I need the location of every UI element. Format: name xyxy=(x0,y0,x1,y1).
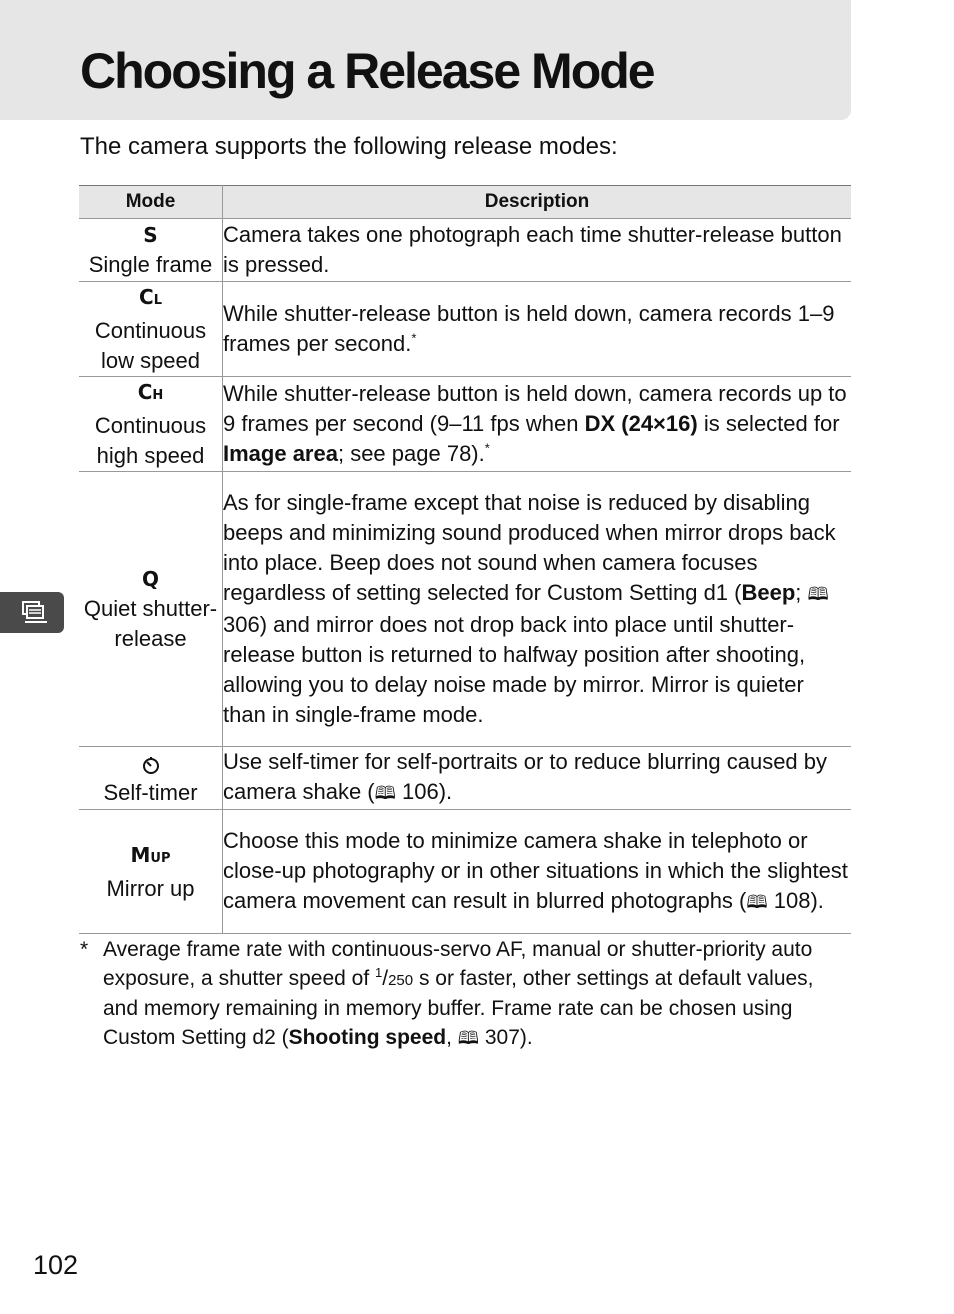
mode-name: Continuous high speed xyxy=(94,413,207,468)
table-row xyxy=(79,810,851,934)
description-text: As for single-frame except that noise is reduced by disabling beeps and minimizing sound produced when mirror drops back into place. Beep does not sound when camera focuses regardless of setting selected for Custom Setting d1 ( xyxy=(223,490,836,605)
description-cell xyxy=(223,747,852,810)
self-timer-icon xyxy=(79,748,222,778)
description-cell xyxy=(223,377,852,472)
description-text: 306) and mirror does not drop back into place until shutter-release button is returned to halfway position after shooting, allowing you to delay noise made by mirror. Mirror is quieter than in single-frame mode. xyxy=(223,612,806,727)
menu-item-name: Beep xyxy=(741,580,796,605)
description-cell xyxy=(223,472,852,747)
description-cell xyxy=(223,810,852,934)
release-mode-icon xyxy=(22,599,48,625)
mode-name: Single frame xyxy=(88,252,213,277)
mode-cell xyxy=(79,377,223,472)
description-text: Use self-timer for self-portraits or to reduce blurring caused by camera shake ( xyxy=(223,749,828,804)
intro-text: The camera supports the following release modes: xyxy=(80,133,618,160)
footnote-text: Average frame rate with continuous-servo AF, manual or shutter-priority auto exposure, a shutter speed of $^1$/250 s or faster, other settings at default values, and memory remaining in memory buffer. Frame rate can be chosen using Custom Setting d2 (Shooting speed, 🕮 307). xyxy=(103,938,814,1049)
description-text: While shutter-release button is held down, camera records 1–9 frames per second. xyxy=(223,301,835,356)
continuous-low-symbol: CL xyxy=(139,285,162,309)
menu-item-name: Image area xyxy=(223,441,338,466)
section-tab xyxy=(0,592,64,633)
quiet-shutter-symbol: Q xyxy=(141,567,159,591)
mode-name: Mirror up xyxy=(106,875,195,901)
header-description: Description xyxy=(223,186,852,219)
footnote xyxy=(80,936,852,1053)
menu-item-name: Shooting speed xyxy=(288,1025,447,1049)
mode-cell xyxy=(79,747,223,810)
description-text: Choose this mode to minimize camera shake in telephoto or close-up photography or in other situations in which the slightest camera movement can result in blurred photographs ( xyxy=(223,827,848,913)
mode-cell xyxy=(79,472,223,747)
mode-name: Quiet shutter-release xyxy=(83,596,218,651)
description-text: ; see page 78). xyxy=(337,441,485,466)
mirror-up-symbol: MUP xyxy=(130,842,171,867)
description-text: Camera takes one photograph each time shutter-release button is pressed. xyxy=(223,222,842,277)
table-row xyxy=(79,377,851,472)
book-icon: 🕮 xyxy=(807,584,829,605)
table-row xyxy=(79,747,851,810)
description-text: 106). xyxy=(401,779,453,804)
description-text: ; xyxy=(795,580,808,605)
mode-cell xyxy=(79,810,223,934)
continuous-high-symbol: CH xyxy=(137,380,164,404)
mode-cell xyxy=(79,219,223,282)
book-icon: 🕮 xyxy=(746,891,768,913)
description-cell xyxy=(223,219,852,282)
description-text: 108). xyxy=(773,887,824,913)
mode-name: Self-timer xyxy=(103,780,198,805)
footnote-marker: * xyxy=(484,440,490,456)
table-row xyxy=(79,472,851,747)
footnote-mark: * xyxy=(80,938,89,961)
table-row xyxy=(79,282,851,377)
table-row xyxy=(79,219,851,282)
description-text: While shutter-release button is held down, camera records up to 9 frames per second (9–11 fps when xyxy=(223,381,847,436)
mode-name: Continuous low speed xyxy=(94,318,207,373)
image-area-setting: DX (24×16) xyxy=(584,411,698,436)
single-frame-symbol: S xyxy=(143,223,158,247)
description-cell xyxy=(223,282,852,377)
page-title: Choosing a Release Mode xyxy=(80,43,654,99)
table-header-row xyxy=(79,186,851,219)
book-icon: 🕮 xyxy=(374,783,396,804)
book-icon: 🕮 xyxy=(457,1027,479,1049)
release-mode-table xyxy=(79,185,851,934)
description-text: is selected for xyxy=(697,411,840,436)
header-mode: Mode xyxy=(79,186,223,219)
footnote-marker: * xyxy=(411,330,417,346)
mode-cell xyxy=(79,282,223,377)
page-number: 102 xyxy=(33,1250,79,1280)
